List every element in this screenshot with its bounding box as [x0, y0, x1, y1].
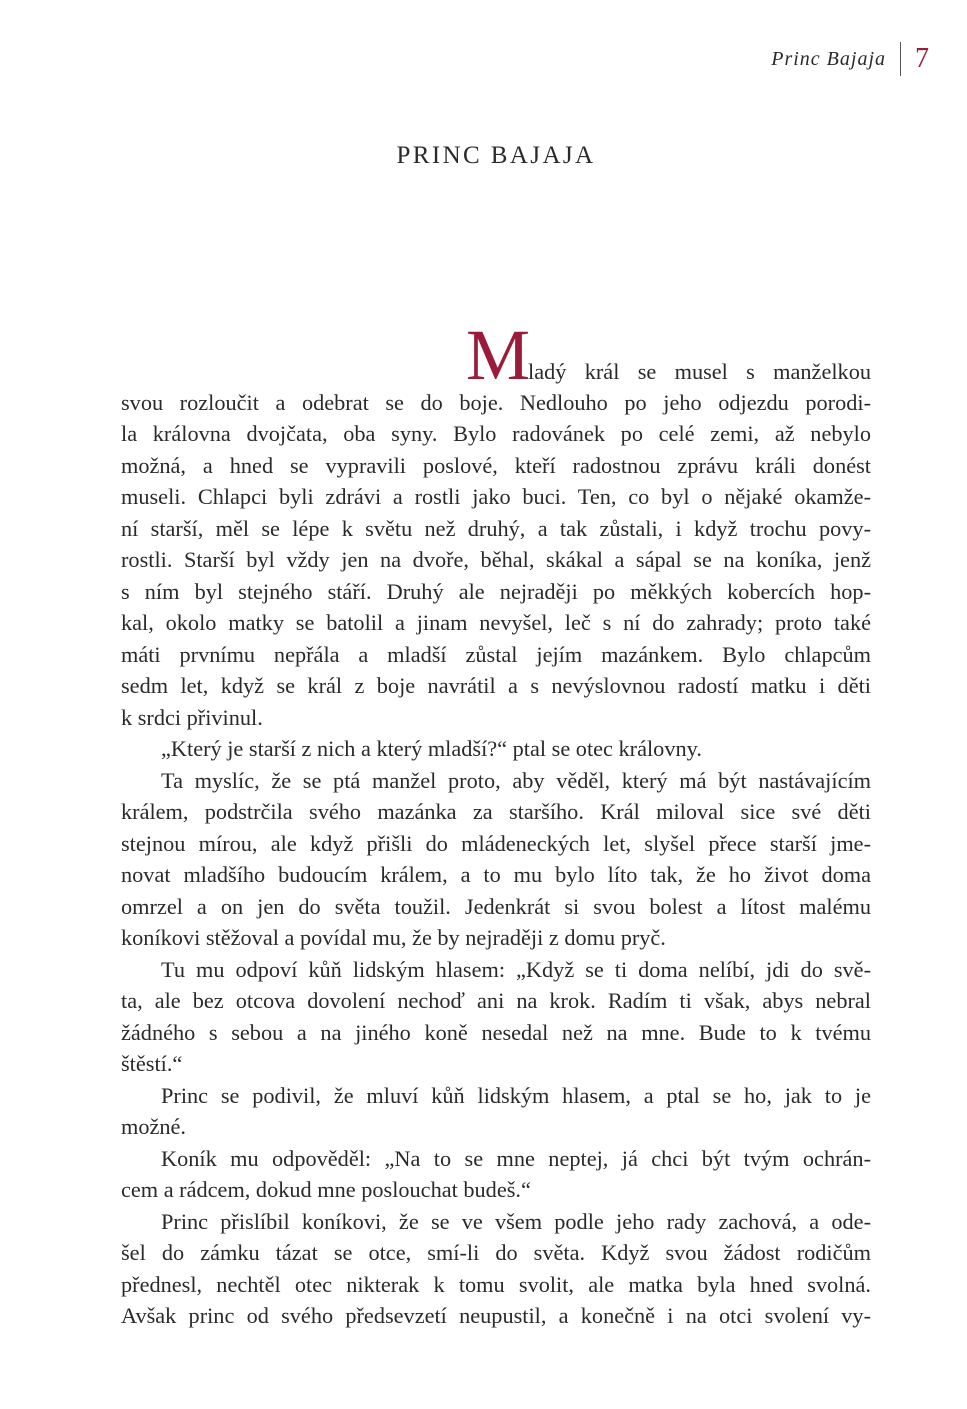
chapter-title: PRINC BAJAJA [396, 142, 596, 169]
text-line: Tu mu odpoví kůň lidským hlasem: „Když se ti doma nelíbí, jdi do svě- [161, 956, 871, 982]
running-head [771, 42, 929, 76]
text-line: štěstí.“ [121, 1051, 183, 1076]
text-line: koníkovi stěžoval a povídal mu, že by nejraději z domu pryč. [121, 925, 666, 950]
text-line: Princ přislíbil koníkovi, že se ve všem podle jeho rady zachová, a ode- [161, 1208, 871, 1234]
text-line-first [121, 315, 871, 395]
text-line: museli. Chlapci byli zdrávi a rostli jako buci. Ten, co byl o nějaké okamže- [121, 484, 871, 509]
text-line: novat mladšího budoucím králem, a to mu bylo líto tak, že ho život doma [121, 862, 871, 887]
text-line: možné. [121, 1114, 187, 1139]
text-line: k srdci přivinul. [121, 704, 263, 730]
text-line: kal, okolo matky se batolil a jinam nevyšel, leč s ní do zahrady; proto také [121, 610, 871, 635]
text-line: la královna dvojčata, oba syny. Bylo radovánek po celé zemi, až nebylo [121, 421, 871, 446]
text-line: ní starší, měl se lépe k světu než druhý, a tak zůstali, i když trochu povy- [121, 515, 871, 541]
text-line: Avšak princ od svého předsevzetí neupustil, a konečně i na otci svolení vy- [121, 1303, 871, 1328]
text-line: „Který je starší z nich a který mladší?“ ptal se otec královny. [161, 736, 702, 761]
text-line: cem a rádcem, dokud mne poslouchat budeš.“ [121, 1177, 531, 1202]
text-line: stejnou mírou, ale když přišli do mládeneckých let, slyšel přece starší jme- [121, 830, 871, 856]
drop-cap: M [466, 315, 529, 395]
text-line: králem, podstrčila svého mazánka za staršího. Král miloval sice své děti [121, 799, 871, 824]
text-line: rostli. Starší byl vždy jen na dvoře, běhal, skákal a sápal se na koníka, jenž [121, 547, 871, 572]
text-line: ladý král se musel s manželkou [528, 359, 871, 384]
running-title: Princ Bajaja [771, 47, 886, 70]
body-text [121, 315, 871, 1332]
text-line: žádného s sebou a na jiného koně nesedal než na mne. Bude to k tvému [121, 1019, 871, 1045]
text-line: Princ se podivil, že mluví kůň lidským hlasem, a ptal se ho, jak to je [161, 1082, 871, 1108]
text-line: Ta myslíc, že se ptá manžel proto, aby věděl, který má být nastávajícím [161, 767, 871, 793]
text-line: omrzel a on jen do světa toužil. Jedenkrát si svou bolest a lítost malému [121, 893, 871, 919]
text-line: možná, a hned se vypravili poslové, kteří radostnou zprávu králi donést [121, 452, 871, 478]
text-line: ta, ale bez otcova dovolení nechoď ani na krok. Radím ti však, abys nebral [121, 988, 871, 1013]
text-line: Koník mu odpověděl: „Na to se mne neptej, já chci být tvým ochrán- [161, 1145, 871, 1171]
text-line: přednesl, nechtěl otec nikterak k tomu svolit, ale matka byla hned svolná. [121, 1271, 871, 1297]
text-line: máti prvnímu nepřála a mladší zůstal jejím mazánkem. Bylo chlapcům [121, 641, 871, 667]
text-line: svou rozloučit a odebrat se do boje. Nedlouho po jeho odjezdu porodi- [121, 389, 871, 415]
text-line: s ním byl stejného stáří. Druhý ale nejraději po měkkých kobercích hop- [121, 578, 871, 604]
page-number: 7 [915, 43, 929, 74]
text-line: sedm let, když se král z boje navrátil a s nevýslovnou radostí matku i děti [121, 673, 871, 698]
text-line: šel do zámku tázat se otce, smí-li do světa. Když svou žádost rodičům [121, 1240, 871, 1265]
